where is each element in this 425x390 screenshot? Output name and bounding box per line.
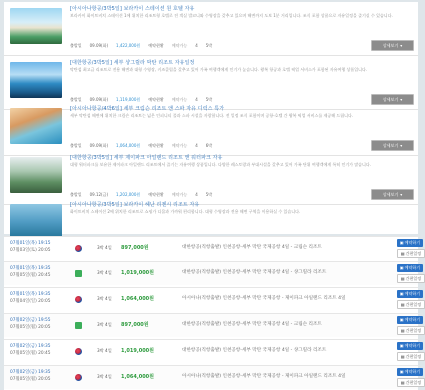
more-button[interactable]: 상세보기 ▾	[371, 140, 414, 151]
package-description: 보라카이 화이트비치 스테이션 1에 위치한 리조트형 호텔로 전 객실 발코니와 수영장을 갖추고 있으며 해변까지 도보 1분 거리입니다. 조식 포함 상품으로 자유일정을 즐기실 수 있습니다.	[70, 13, 393, 18]
calendar-icon: ▦	[400, 380, 405, 385]
more-button[interactable]: 상세보기 ▾	[371, 94, 414, 105]
document-icon: ▣	[399, 291, 404, 296]
trip-length: 3박 4일	[97, 270, 112, 275]
package-list	[4, 2, 418, 234]
airline-logo-icon	[75, 348, 82, 355]
airline-logo-icon	[75, 245, 82, 252]
airline-logo-icon	[75, 296, 82, 303]
package-card[interactable]	[4, 102, 418, 156]
book-button[interactable]: ▣예약하기	[397, 316, 423, 324]
trip-length: 3박 4일	[97, 245, 112, 250]
book-button[interactable]: ▣예약하기	[397, 368, 423, 376]
trip-length: 3박 4일	[97, 348, 112, 353]
schedule: 07월02일(금) 19:55 07월05일(월) 20:05	[10, 318, 51, 330]
package-description: 대형 워터파크를 보유한 제이파크 아일랜드 리조트에서 즐기는 자유여행 상품입니다. 다양한 레스토랑과 부대시설을 갖추고 있어 가족 단위 여행객에게 특히 인기가 많습니다.	[70, 162, 372, 167]
schedule-button[interactable]: ▦간편일정	[397, 378, 425, 387]
table-row[interactable]	[4, 236, 422, 260]
book-button[interactable]: ▣예약하기	[397, 264, 423, 272]
fare-price: 897,000원	[121, 245, 149, 251]
trip-length: 3박 4일	[97, 296, 112, 301]
fare-price: 1,019,000원	[121, 348, 154, 354]
package-description: 막탄섬 최고급 리조트로 전용 해변과 대형 수영장, 키즈클럽을 갖추고 있어 가족 여행객에게 인기가 높습니다. 왕복 항공과 호텔 픽업 서비스가 포함된 자유여행 상품입니다.	[70, 67, 368, 72]
calendar-icon: ▦	[400, 328, 405, 333]
chevron-down-icon: ▾	[400, 143, 403, 148]
table-row[interactable]	[4, 313, 422, 337]
package-thumbnail[interactable]	[10, 8, 62, 44]
more-button[interactable]: 상세보기 ▾	[371, 40, 414, 51]
calendar-icon: ▦	[400, 302, 405, 307]
package-title[interactable]: [아시아나항공/3박5일] 보라카이 스테이션 원 호텔 자유	[70, 6, 195, 12]
fare-price: 1,019,000원	[121, 270, 154, 276]
fare-price: 897,000원	[121, 322, 149, 328]
fare-price: 1,064,000원	[121, 374, 154, 380]
calendar-icon: ▦	[400, 354, 405, 359]
schedule-button[interactable]: ▦간편일정	[397, 249, 425, 258]
package-title[interactable]: [아시아나항공/4박6일] 세부 크림슨 리조트 앤 스파 자유 디럭스 특가	[70, 106, 225, 112]
airline-logo-icon	[75, 374, 82, 381]
package-description: 화이트비치 스테이션 2에 위치한 리조트로 쇼핑가 디몰과 가까워 편리합니다. 대형 수영장과 전용 해변 구역을 이용하실 수 있습니다.	[70, 209, 301, 214]
flight-table	[4, 236, 422, 390]
route-text[interactable]: 대한항공(직항출발) 인천공항-세부 막탄 국제공항 4일 - 샹그릴라 리조트	[182, 270, 327, 275]
package-card[interactable]	[4, 2, 418, 56]
package-description: 세부 막탄섬 해변에 위치한 크림슨 리조트는 넓은 인피니티 풀과 스파 시설을 자랑합니다. 전 일정 조식 포함이며 공항-호텔 간 왕복 픽업 서비스를 제공해 드립니다.	[70, 113, 354, 118]
package-title[interactable]: [대한항공/3박5일] 세부 샹그릴라 막탄 리조트 자유일정	[70, 60, 195, 66]
package-meta: 출발일 09.09(화) 1,064,000원 예약현황 예약가능 4 6박	[70, 143, 213, 148]
schedule: 07월01일(목) 19:35 07월04일(일) 20:05	[10, 292, 51, 304]
package-thumbnail[interactable]	[10, 157, 62, 193]
fare-price: 1,064,000원	[121, 296, 154, 302]
schedule: 07월01일(목) 19:15 07월03일(토) 20:05	[10, 241, 51, 253]
schedule: 07월01일(목) 19:35 07월05일(월) 20:45	[10, 266, 51, 278]
package-card[interactable]	[4, 151, 418, 205]
document-icon: ▣	[399, 343, 404, 348]
chevron-down-icon: ▾	[400, 43, 403, 48]
table-row[interactable]	[4, 287, 422, 311]
trip-length: 3박 4일	[97, 374, 112, 379]
calendar-icon: ▦	[400, 251, 405, 256]
route-text[interactable]: 아시아나(직항출발) 인천공항-세부 막탄 국제공항 - 제이파크 아일랜드 리조트 4일	[182, 296, 346, 301]
package-meta: 출발일 09.09(화) 1,422,000원 예약현황 예약가능 4 5박	[70, 43, 213, 48]
table-row[interactable]	[4, 365, 422, 389]
package-thumbnail[interactable]	[10, 204, 62, 240]
chevron-down-icon: ▾	[400, 192, 403, 197]
chevron-down-icon: ▾	[400, 97, 403, 102]
route-text[interactable]: 아시아나(직항출발) 인천공항-세부 막탄 국제공항 - 제이파크 아일랜드 리조트 4일	[182, 374, 346, 379]
calendar-icon: ▦	[400, 276, 405, 281]
package-meta: 출발일 09.12(금) 1,202,000원 예약현황 예약가능 4 5박	[70, 192, 213, 197]
table-row[interactable]	[4, 261, 422, 285]
package-meta: 출발일 09.09(화) 1,119,000원 예약현황 예약가능 4 5박	[70, 97, 213, 102]
schedule-button[interactable]: ▦간편일정	[397, 300, 425, 309]
document-icon: ▣	[399, 265, 404, 270]
schedule: 07월02일(금) 19:35 07월05일(월) 20:05	[10, 370, 51, 382]
package-thumbnail[interactable]	[10, 62, 62, 98]
document-icon: ▣	[399, 240, 404, 245]
book-button[interactable]: ▣예약하기	[397, 342, 423, 350]
schedule-button[interactable]: ▦간편일정	[397, 352, 425, 361]
schedule-button[interactable]: ▦간편일정	[397, 326, 425, 335]
schedule: 07월02일(금) 19:35 07월05일(월) 20:45	[10, 344, 51, 356]
airline-logo-icon	[75, 322, 82, 329]
more-button[interactable]: 상세보기 ▾	[371, 189, 414, 200]
book-button[interactable]: ▣예약하기	[397, 239, 423, 247]
schedule-button[interactable]: ▦간편일정	[397, 274, 425, 283]
package-thumbnail[interactable]	[10, 108, 62, 144]
route-text[interactable]: 대한항공(직항출발) 인천공항-세부 막탄 국제공항 4일 - 샹그릴라 리조트	[182, 348, 327, 353]
package-title[interactable]: [대한항공/3박5일] 세부 제이파크 아일랜드 리조트 앤 워터파크 자유	[70, 155, 223, 161]
route-text[interactable]: 대한항공(직항출발) 인천공항-세부 막탄 국제공항 4일 - 크림슨 리조트	[182, 245, 322, 250]
trip-length: 3박 4일	[97, 322, 112, 327]
book-button[interactable]: ▣예약하기	[397, 290, 423, 298]
table-row[interactable]	[4, 339, 422, 363]
package-title[interactable]: [아시아나항공/3박5일] 보라카이 헤난 리젠시 리조트 자유	[70, 202, 200, 208]
route-text[interactable]: 대한항공(직항출발) 인천공항-세부 막탄 국제공항 4일 - 크림슨 리조트	[182, 322, 322, 327]
airline-logo-icon	[75, 270, 82, 277]
document-icon: ▣	[399, 317, 404, 322]
document-icon: ▣	[399, 369, 404, 374]
